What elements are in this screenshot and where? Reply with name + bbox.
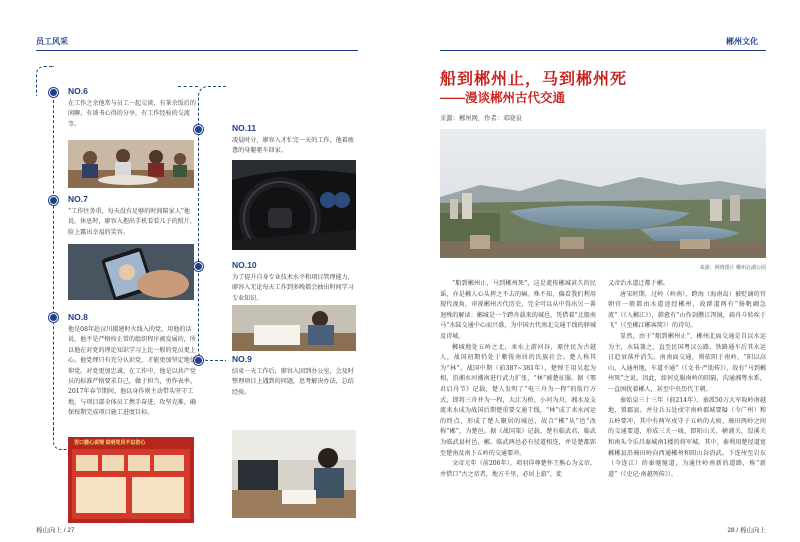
left-footer: 棉山向上 / 27 (36, 527, 75, 534)
entry-text: 为了提升自身专业技术水平和项目管理能力，廖容入无论每天工作到多晚都会抽出时间学习专业知识。 (232, 274, 354, 302)
photo-steering-wheel (232, 160, 356, 250)
entry-number: NO.6 (68, 86, 88, 96)
photo-phone-in-hand (68, 244, 194, 300)
entry-number: NO.7 (68, 194, 88, 204)
entry-number: NO.9 (232, 354, 252, 364)
timeline-dot-no10 (194, 262, 203, 271)
article-column-1 (440, 279, 596, 480)
paragraph: 秦始皇三十三年（前214年），秦派50万大军取岭南越地，置郡县。并分兵五处戍守南岭郡城要隘（今广州）和五岭要冲，其中有两军戍守于五岭的大庾、骑田两岭之间的交通要道，形成三关一城，即阳山关、横浦关、湟溪关和南头令乐昌秦城南1楼的将军城。其中，秦利用楚径道宽郴郴县沿骑田岭向西通郴州和阳山谷浴武。下连州至岩东（今连江）的秦驰驰道，为通往岭南新的道路，称“新道”（《史记·南越列传》）。 (608, 396, 766, 478)
entry-text: 他是08年赴汉川援建时火线入的党，用他的话说，他不是严格按正常的组织程序被发展的，所以他在对党的理论知识学习上比一般的党员更上心。他党理只有充分认识党，才能更加坚定地信仰党。对党更加忠诚、在工作中，他是以共产党员的标准严格要求自己，做于担当，勇作表率。2017年春节期间，他以身作则主动带头坚守工地，与项目部全体员工携手奋进，攻坚克难，确保按期完成项目施工进度目标。 (68, 326, 196, 417)
entry-text: 结束一天工作后，廖容入回到办公室，会及时整理项目上遇到的问题，思考解决办法，总结经验。 (232, 368, 354, 396)
paragraph: 文帝元年（前206年），项羽佯尊楚怀王熊心为义帝，并借口“古之帝者，地方千里，必居上游”，徙 (440, 460, 596, 478)
right-section-title: 郴州文化 (726, 37, 758, 46)
paragraph: 显然，由于“船到郴州止”，郴州北面交通是自以水运为主，水陆兼之，直至民国粤汉公路、铁路通车后其水运日趋衰落并消失。南南面交通，则依阳于南岭，“阳以高山，入通州地，车道不通”（《文书·严助传》），故有“马到郴州死”之说。因此，如何克服南岭的阻隔，沟通湘粤水系，一直困扰着郴人，甚至中央历代王朝。 (608, 332, 766, 393)
right-header-rule (440, 50, 766, 51)
entry-number: NO.8 (68, 312, 88, 322)
entry-no10 (232, 260, 356, 304)
left-section-title: 员工风采 (36, 37, 68, 46)
entry-no7 (68, 194, 198, 238)
article-column-2 (608, 279, 766, 480)
paragraph: 唐宋时期，过岭（岭南）、跨海（海南岛）被贬谪的官朝官一般都由水道途经郴州，故群道两有“扬帆阚急流”（《入郴江》），韩愈有“山作剑攒江泻镜，扁舟斗转疾于飞”（《至郴江郴客简》）的诗句。 (608, 290, 766, 330)
paragraph: “船到郴州止，马到郴州死”，这是流传郴城甚久的民谣，亦是郴人心头挥之不去的痛。殊不知，偏看我们利用现代视角，审视郴州古代历史，完全可以从中得出另一番迥殊的解读：郴城是一个跨舟载来的城邑，凭借着“北船南马”水陆交通中心而兴盛，为中国古代南北交通干线的驿城及诗城。 (440, 280, 596, 340)
left-header-rule (36, 50, 358, 51)
timeline-left-rail (53, 90, 54, 430)
entry-text: “工作往务重，每天没有足够的时间陪家人”他说。休息时，廖容入抱出手机看看儿子的照片，脸上露出幸福的笑容。 (68, 208, 196, 236)
timeline-dot-no7 (49, 196, 58, 205)
entry-text: 在工作之余他常与员工一起交谈，有茶余饭后的闲聊，有谈书心得的分享，有工作经验的交流等。 (68, 100, 196, 128)
entry-no11 (232, 123, 356, 157)
entry-no9 (232, 354, 356, 398)
right-footer: 28 / 棉山向上 (727, 527, 766, 534)
article-source: 来源：郴州网，作者：邓晓泉 (440, 115, 522, 122)
photo-dinner-chat (68, 140, 194, 188)
article-subtitle: ——漫谈郴州古代交通 (440, 91, 566, 105)
entry-number: NO.11 (232, 123, 257, 133)
paragraph: 义帝治水道迁都于郴。 (608, 280, 669, 287)
paragraph: 郴城地处五岭之北，耒水上游河谷，原住民为古越人，战国初期仍处于紫筏南居的氏族社会。楚人称其为“林”。战国中期（前387~381年），楚悼王用吴起为相，沿湘水河湘南进行武力扩张，“林”被楚征服。据《鄂君启舟节》记载，楚人发明了“电三舟为一程”的航行方式，即将三舟并为一程，大江为桥，小河为舟，湘水及支流耒水成为战国后期楚重要交通干线，“林”成了耒水河运的终点，形成了楚人聚居的城邑，故合“郴”从“邑”改称“郴”，为楚邑。据《战国策》记载，楚有临武君、临武为临武县村邑，郴、临武两邑必有径道相连，并是楚都郢至楚南及南下五岭的交通要冲。 (440, 343, 596, 457)
photo-studying (232, 305, 356, 351)
entry-no8 (68, 312, 198, 419)
photo-honor-board (68, 437, 194, 523)
timeline-bottom-connector (53, 430, 67, 450)
photo-beihu-park (440, 129, 766, 258)
honor-board-banner: 苦口婆心说理 说明党员不忘初心 (74, 440, 146, 446)
entry-number: NO.10 (232, 260, 257, 270)
article-title: 船到郴州止，马到郴州死 (440, 71, 628, 88)
timeline-dot-no8 (49, 313, 58, 322)
entry-no6 (68, 86, 198, 130)
entry-text: 凌晨时分，廖容入才忙完一天的工作，他着疲惫的身躯驱车回家。 (232, 137, 354, 155)
photo-office-work (232, 430, 356, 518)
photo-caption: 来源：网络图片 郴州北湖公园 (699, 265, 766, 271)
timeline-dot-no6 (49, 88, 58, 97)
